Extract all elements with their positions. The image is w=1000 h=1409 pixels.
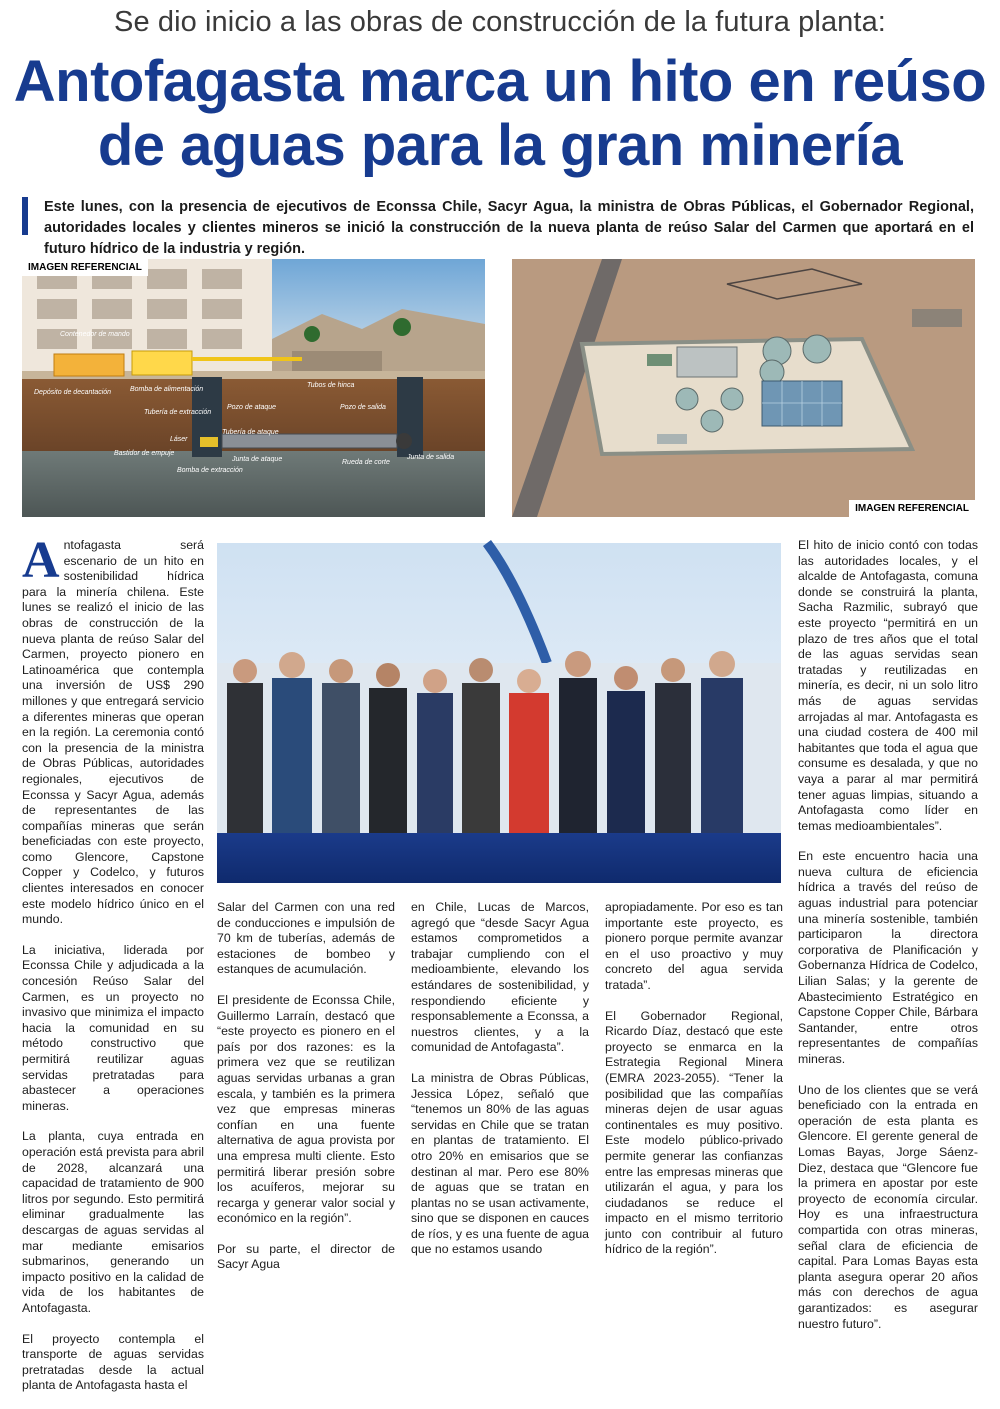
paragraph: El proyecto contempla el transporte de aguas servidas pretratadas desde la actual planta de Antofagasta hasta el xyxy=(22,1331,204,1393)
label-deposito: Depósito de decantación xyxy=(34,389,112,396)
lead-paragraph: Este lunes, con la presencia de ejecutivos de Econssa Chile, Sacyr Agua, la ministra de Obras Públicas, el Gobernador Regional, autoridades locales y clientes mineros se inició la construcción de la nueva planta de reúso Salar del Carmen que aportará en el futuro hídrico de la industria y región. xyxy=(44,199,974,257)
image-label-right: IMAGEN REFERENCIAL xyxy=(849,500,975,517)
paragraph xyxy=(22,532,204,928)
paragraph: Salar del Carmen con una red de conducciones e impulsión de 70 km de tuberías, además de estaciones de bombeo y estanques de acumulación. xyxy=(217,900,395,977)
label-junta-ataque: Junta de ataque xyxy=(232,456,283,463)
paragraph: En este encuentro hacia una nueva cultura de eficiencia hídrica a través del reúso de aguas industrial para potenciar una minería sostenible, también participaron la directora corporativa de Planificación y Gobernanza Hídrica de Codelco, Lilian Salas; y la gerente de Abastecimiento Estratégico en Capstone Copper Chile, Bárbara Santander, entre otros representantes de compañías mineras. xyxy=(798,849,978,1066)
construction-diagram-image xyxy=(22,259,485,517)
dropcap: A xyxy=(22,532,60,589)
headline-line-1: Antofagasta marca un hito en reúso xyxy=(13,49,987,114)
paragraph: El hito de inicio contó con todas las autoridades locales, y el alcalde de Antofagasta, comuna donde se construirá la planta, Sacha Razmilic, subrayó que este proyecto “permitirá en un plazo de tres años que el total de las aguas servidas sean tratadas y reutilizadas en minería, es decir, ni un solo litro más de aguas servidas arrojadas al mar. Antofagasta es una ciudad costera de 400 mil habitantes que toda el agua que consume es desalada, y que no vaya a parar al mar permitirá tener aguas limpias, situando a Antofagasta como líder en temas medioambientales”. xyxy=(798,538,978,833)
label-rueda-corte: Rueda de corte xyxy=(342,459,390,466)
ceremony-illustration xyxy=(217,543,781,883)
paragraph: La planta, cuya entrada en operación está prevista para abril de 2028, alcanzará una capacidad de tratamiento de 900 litros por segundo. Esto permitirá eliminar gradualmente las descargas de aguas servidas al mar mediante emisarios submarinos, generando un impacto positivo en la calidad de vida de los habitantes de Antofagasta. xyxy=(22,1129,204,1315)
label-bomba-extraccion: Bomba de extracción xyxy=(177,467,243,474)
paragraph: Por su parte, el director de Sacyr Agua xyxy=(217,1241,395,1272)
article-column-5 xyxy=(798,538,978,1347)
paragraph: apropiadamente. Por eso es tan importante este proyecto, es pionero porque permite avanzar en el uso proactivo y muy concreto del agua servida tratada”. xyxy=(605,900,783,992)
label-laser: Láser xyxy=(170,436,188,443)
paragraph: La iniciativa, liderada por Econssa Chile y adjudicada a la concesión Reúso Salar del Carmen, es un proyecto no invasivo que minimiza el impacto hacia la comunidad en su método constructivo que permitirá reutilizar aguas servidas pretratadas para abastecer a operaciones mineras. xyxy=(22,942,204,1113)
article-column-3 xyxy=(411,900,589,1273)
label-junta-salida: Junta de salida xyxy=(407,454,455,461)
label-pozo-ataque: Pozo de ataque xyxy=(227,404,277,411)
article-column-2 xyxy=(217,900,395,1288)
plant-illustration xyxy=(512,259,975,517)
diagram-illustration xyxy=(22,259,485,517)
paragraph: El presidente de Econssa Chile, Guillermo Larraín, destacó que “este proyecto es pionero en el país por dos razones: es la primera vez que se reutilizan aguas servidas urbanas a gran escala, y también es la primera vez que empresas mineras confían en una fuente alternativa de agua provista por una empresa multi cliente. Esto permitirá liberar presión sobre los acuíferos, mejorar su recarga y generar valor social y económico en la región”. xyxy=(217,992,395,1226)
plant-render-image xyxy=(512,259,975,517)
label-tubos-hinca: Tubos de hinca xyxy=(307,382,355,389)
paragraph: El Gobernador Regional, Ricardo Díaz, destacó que este proyecto se enmarca en la Estrategia Regional Minera (EMRA 2023-2055). “Tener la posibilidad que las compañías mineras dejen de usar aguas continentales es muy positivo. Este modelo público-privado permite generar las confianzas entre las empresas mineras que utilizarán el agua, y para los ciudadanos se reduce el impacto en el mismo territorio junto con contribuir al futuro hídrico de la región”. xyxy=(605,1008,783,1257)
paragraph: en Chile, Lucas de Marcos, agregó que “desde Sacyr Agua estamos comprometidos a trabajar cumpliendo con el medioambiente, elevando los estándares de sostenibilidad, y respondiendo eficiente y responsablemente a Econssa, a nuestros clientes, y a la comunidad de Antofagasta”. xyxy=(411,900,589,1055)
article-column-1 xyxy=(22,532,204,1409)
image-label-left: IMAGEN REFERENCIAL xyxy=(22,259,148,276)
ceremony-photo xyxy=(217,543,781,883)
paragraph: Uno de los clientes que se verá beneficiado con la entrada en operación de esta planta es Glencore. El gerente general de Lomas Bayas, Jorge Sáenz-Diez, destaca que “Glencore fue la primera en apostar por este proyecto de economía circular. Hoy es una infraestructura compartida con otras mineras, señal clara de eficiencia de capital. Para Lomas Bayas esta planta asegura operar 20 años más con derechos de agua garantizados: es asegurar nuestro futuro”. xyxy=(798,1082,978,1331)
label-tuberia-ataque: Tubería de ataque xyxy=(222,429,279,436)
lead-accent-bar xyxy=(22,197,28,235)
kicker: Se dio inicio a las obras de construcción de la futura planta: xyxy=(114,6,886,38)
label-tuberia-extraccion: Tubería de extracción xyxy=(144,409,212,416)
label-bastidor: Bastidor de empuje xyxy=(114,450,175,457)
headline xyxy=(0,50,1000,178)
label-bomba-alimentacion: Bomba de alimentación xyxy=(130,386,204,393)
label-pozo-salida: Pozo de salida xyxy=(340,404,386,411)
label-contenedor: Contenedor de mando xyxy=(60,331,130,338)
article-column-4 xyxy=(605,900,783,1273)
people-group xyxy=(227,651,743,833)
paragraph: La ministra de Obras Públicas, Jessica López, señaló que “tenemos un 80% de las aguas servidas en Chile que se tratan en plantas de tratamiento. El otro 20% en emisarios que se destinan al mar. Pero ese 80% de aguas que se tratan en plantas no se usan activamente, sino que se disponen en cauces de ríos, y es una fuente de agua que no estamos usando xyxy=(411,1070,589,1257)
headline-line-2: de aguas para la gran minería xyxy=(97,113,903,178)
paragraph-text: ntofagasta será escenario de un hito en sostenibilidad hídrica para la minería chilena. Este lunes se realizó el inicio de las obras de construcción de la nueva planta de reúso Salar del Carmen, proyecto pionero en Latinoamérica que contempla una inversión de US$ 290 millones y que entregará servicio a diferentes mineras que operan en la región. La ceremonia contó con la presencia de la ministra de Obras Públicas, autoridades regionales, ejecutivos de Econssa y Sacyr Agua, además de representantes de las compañías mineras que serán beneficiadas con este proyecto, como Glencore, Capstone Copper y Codelco, y futuros clientes interesados en conocer este modelo hídrico único en el mundo. xyxy=(22,538,204,927)
